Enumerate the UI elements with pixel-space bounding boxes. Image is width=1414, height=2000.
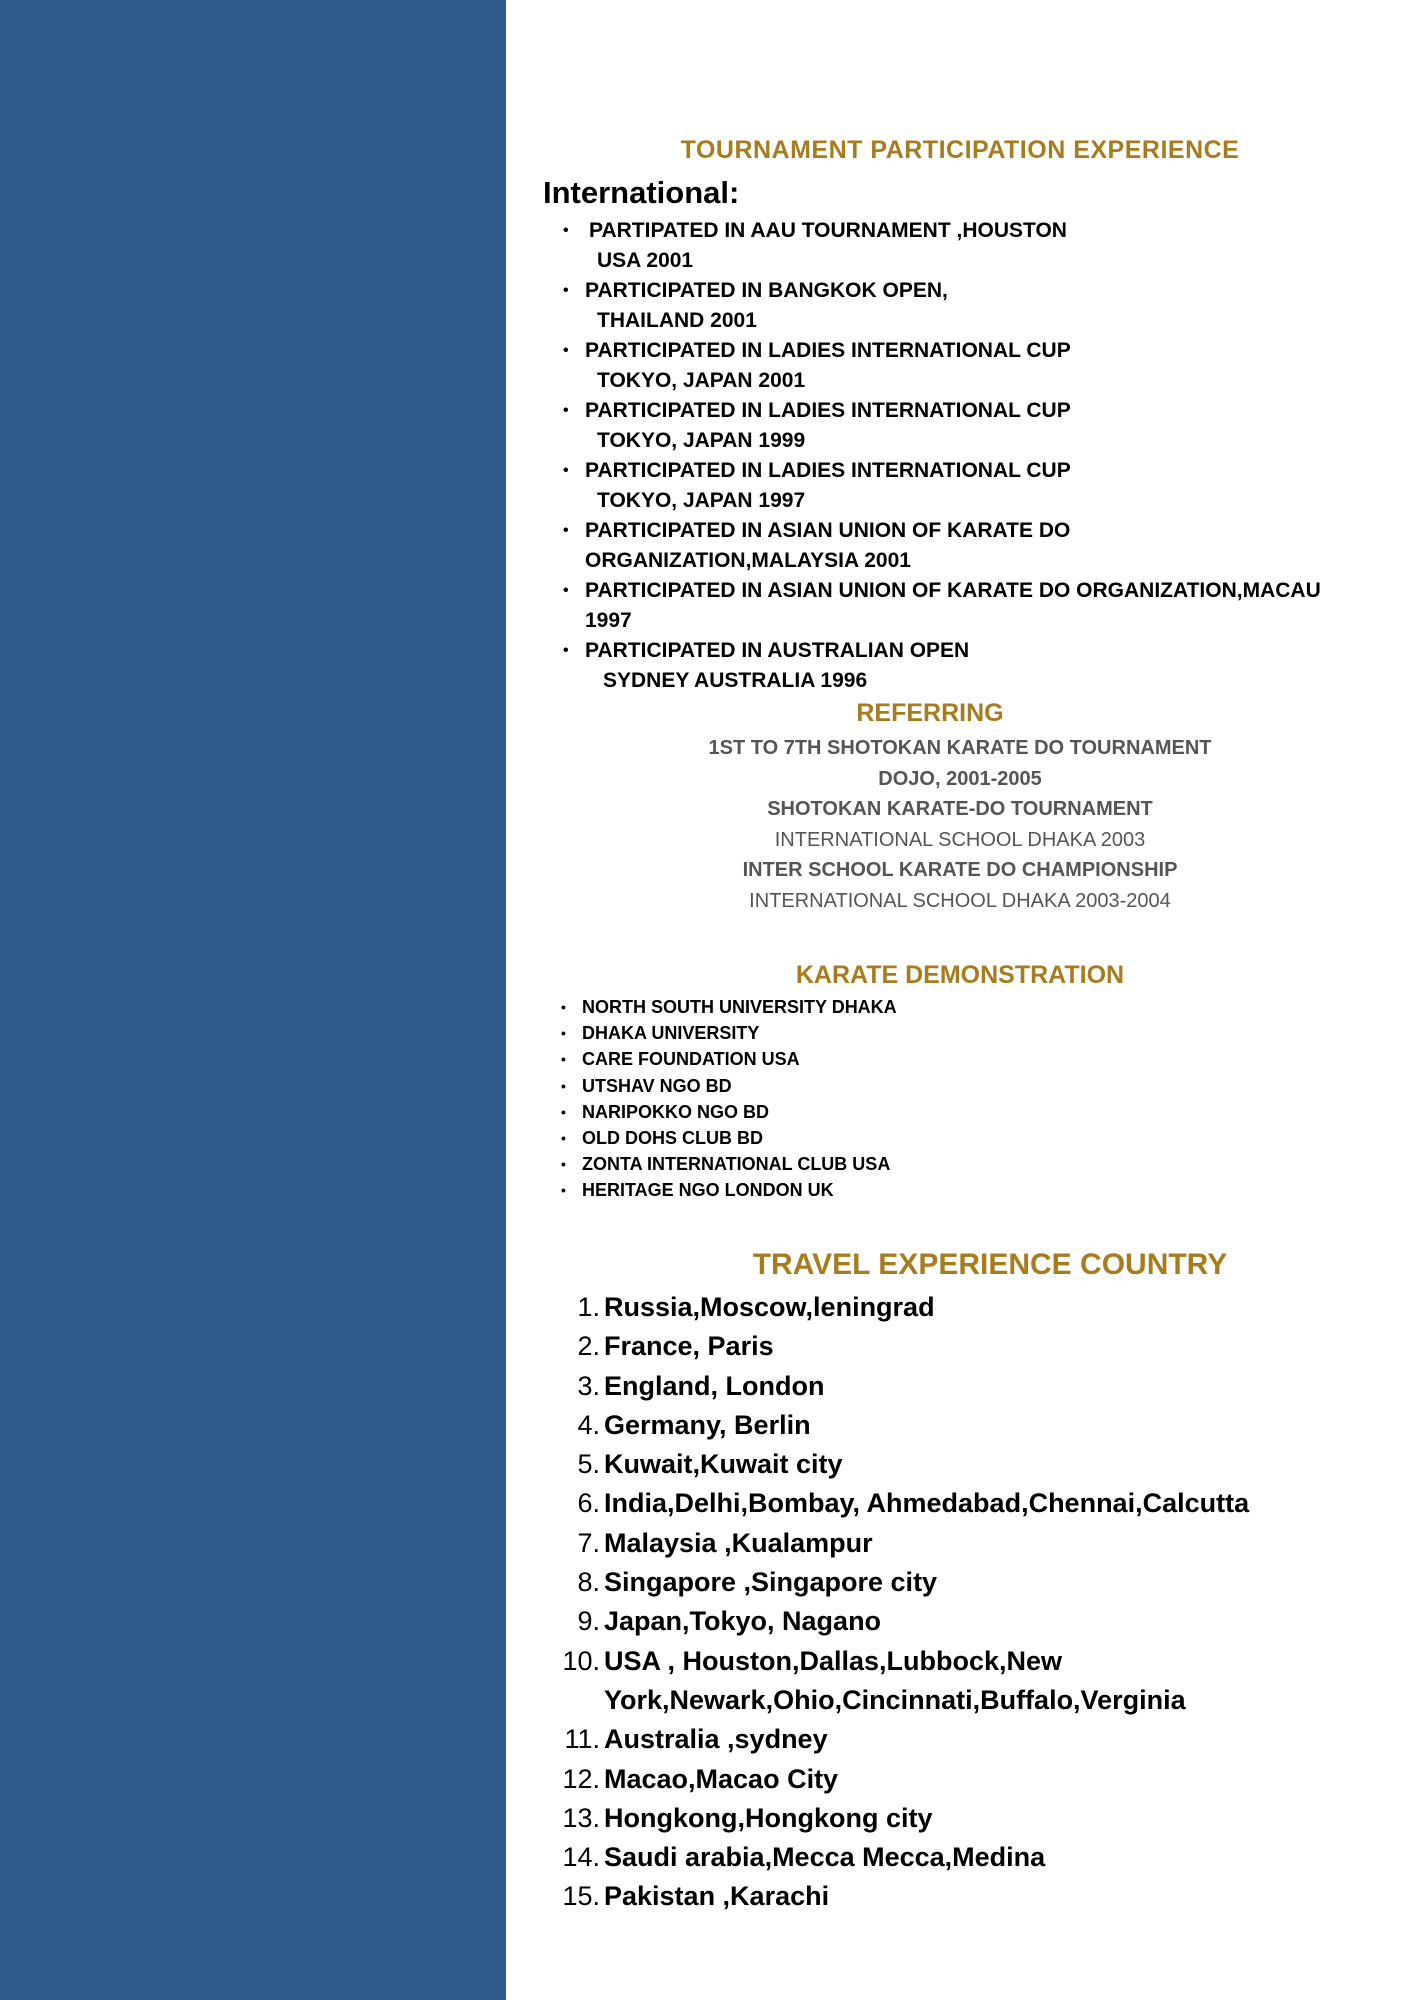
list-item: • UTSHAV NGO BD <box>559 1073 897 1099</box>
list-item <box>561 396 1411 456</box>
list-number: 6. <box>577 1488 600 1519</box>
referring-heading: REFERRING <box>856 699 1004 727</box>
item-line-2: TOKYO, JAPAN 1999 <box>597 429 806 452</box>
list-item <box>548 1524 1249 1563</box>
item-line-2: SYDNEY AUSTRALIA 1996 <box>603 669 868 692</box>
list-number: 13. <box>562 1802 600 1833</box>
list-item <box>548 1288 1249 1327</box>
list-number: 9. <box>577 1606 600 1637</box>
list-item <box>561 336 1411 396</box>
item-line-2: THAILAND 2001 <box>597 309 757 332</box>
list-item <box>561 516 1411 576</box>
list-text: India,Delhi,Bombay, Ahmedabad,Chennai,Calcutta <box>604 1488 1250 1519</box>
tournament-heading: TOURNAMENT PARTICIPATION EXPERIENCE <box>680 136 1240 164</box>
list-number: 14. <box>562 1842 600 1873</box>
item-line-2: TOKYO, JAPAN 2001 <box>597 369 806 392</box>
item-line-2: USA 2001 <box>597 249 694 272</box>
item-line-2: 1997 <box>585 609 632 632</box>
list-number: 3. <box>577 1370 600 1401</box>
item-line-1: PARTICIPATED IN ASIAN UNION OF KARATE DO <box>585 519 1071 542</box>
list-text: England, London <box>604 1370 825 1401</box>
referring-line: 1ST TO 7TH SHOTOKAN KARATE DO TOURNAMENT <box>708 737 1212 759</box>
item-line-1: PARTICIPATED IN LADIES INTERNATIONAL CUP <box>585 459 1071 482</box>
list-item <box>548 1484 1249 1523</box>
referring-line: SHOTOKAN KARATE-DO TOURNAMENT <box>767 798 1153 820</box>
list-text: Hongkong,Hongkong city <box>604 1802 933 1833</box>
travel-heading: TRAVEL EXPERIENCE COUNTRY <box>752 1248 1228 1281</box>
list-item <box>548 1367 1249 1406</box>
item-line-2: ORGANIZATION,MALAYSIA 2001 <box>585 549 911 572</box>
list-number: 5. <box>577 1449 600 1480</box>
list-item <box>561 216 1411 276</box>
list-item <box>561 636 1411 696</box>
list-number: 15. <box>562 1881 600 1912</box>
list-text: Kuwait,Kuwait city <box>604 1449 843 1480</box>
list-item <box>561 456 1411 516</box>
list-text: Japan,Tokyo, Nagano <box>604 1606 882 1637</box>
list-item <box>561 576 1411 636</box>
list-item: • NORTH SOUTH UNIVERSITY DHAKA <box>559 994 897 1020</box>
list-text: USA , Houston,Dallas,Lubbock,New <box>604 1645 1063 1676</box>
list-item <box>548 1760 1249 1799</box>
list-item: • DHAKA UNIVERSITY <box>559 1020 897 1046</box>
list-item <box>548 1799 1249 1838</box>
list-item: • OLD DOHS CLUB BD <box>559 1125 897 1151</box>
international-tournament-list <box>561 216 1411 696</box>
list-item: • CARE FOUNDATION USA <box>559 1046 897 1072</box>
list-number: 7. <box>577 1527 600 1558</box>
list-text-continued: York,Newark,Ohio,Cincinnati,Buffalo,Verginia <box>604 1684 1186 1715</box>
resume-page-content <box>506 0 1414 2000</box>
list-number: 11. <box>564 1724 600 1755</box>
item-line-2: TOKYO, JAPAN 1997 <box>597 489 806 512</box>
international-subheading: International: <box>543 175 740 210</box>
list-number: 10. <box>562 1645 600 1676</box>
list-text: Malaysia ,Kualampur <box>604 1527 873 1558</box>
list-item <box>548 1877 1249 1916</box>
list-number: 12. <box>562 1763 600 1794</box>
item-line-1: PARTICIPATED IN BANGKOK OPEN, <box>585 279 948 302</box>
list-text: Saudi arabia,Mecca Mecca,Medina <box>604 1842 1046 1873</box>
list-text: Russia,Moscow,leningrad <box>604 1292 935 1322</box>
referring-line: INTERNATIONAL SCHOOL DHAKA 2003-2004 <box>749 889 1171 912</box>
list-item <box>548 1838 1249 1877</box>
list-item <box>561 276 1411 336</box>
list-text: Singapore ,Singapore city <box>604 1567 938 1598</box>
item-line-1: PARTIPATED IN AAU TOURNAMENT ,HOUSTON <box>589 219 1067 242</box>
demonstration-list <box>559 994 897 1204</box>
list-item <box>548 1642 1249 1721</box>
list-item: • ZONTA INTERNATIONAL CLUB USA <box>559 1151 897 1177</box>
item-line-1: PARTICIPATED IN AUSTRALIAN OPEN <box>585 639 970 662</box>
referring-line: DOJO, 2001-2005 <box>878 767 1042 790</box>
list-item <box>548 1406 1249 1445</box>
list-item <box>548 1563 1249 1602</box>
item-line-1: PARTICIPATED IN LADIES INTERNATIONAL CUP <box>585 399 1071 422</box>
list-text: Germany, Berlin <box>604 1409 811 1440</box>
item-line-1: PARTICIPATED IN ASIAN UNION OF KARATE DO ORGANIZATION,MACAU <box>585 579 1321 602</box>
travel-country-list <box>548 1288 1249 1917</box>
referring-line: INTER SCHOOL KARATE DO CHAMPIONSHIP <box>742 859 1178 881</box>
list-text: Macao,Macao City <box>604 1763 839 1794</box>
sidebar-panel <box>0 0 506 2000</box>
list-number: 2. <box>577 1331 600 1362</box>
list-number: 4. <box>577 1409 600 1440</box>
list-item <box>548 1720 1249 1759</box>
list-text: France, Paris <box>604 1331 774 1362</box>
list-item <box>548 1327 1249 1366</box>
referring-details <box>506 733 1414 916</box>
list-item: • HERITAGE NGO LONDON UK <box>559 1177 897 1203</box>
item-line-1: PARTICIPATED IN LADIES INTERNATIONAL CUP <box>585 339 1071 362</box>
list-item: • NARIPOKKO NGO BD <box>559 1099 897 1125</box>
list-text: Australia ,sydney <box>604 1724 828 1755</box>
referring-line: INTERNATIONAL SCHOOL DHAKA 2003 <box>774 828 1146 851</box>
list-number: 1. <box>577 1292 600 1322</box>
list-item <box>548 1602 1249 1641</box>
list-text: Pakistan ,Karachi <box>604 1881 830 1912</box>
list-number: 8. <box>577 1567 600 1598</box>
demonstration-heading: KARATE DEMONSTRATION <box>795 961 1125 989</box>
list-item <box>548 1445 1249 1484</box>
